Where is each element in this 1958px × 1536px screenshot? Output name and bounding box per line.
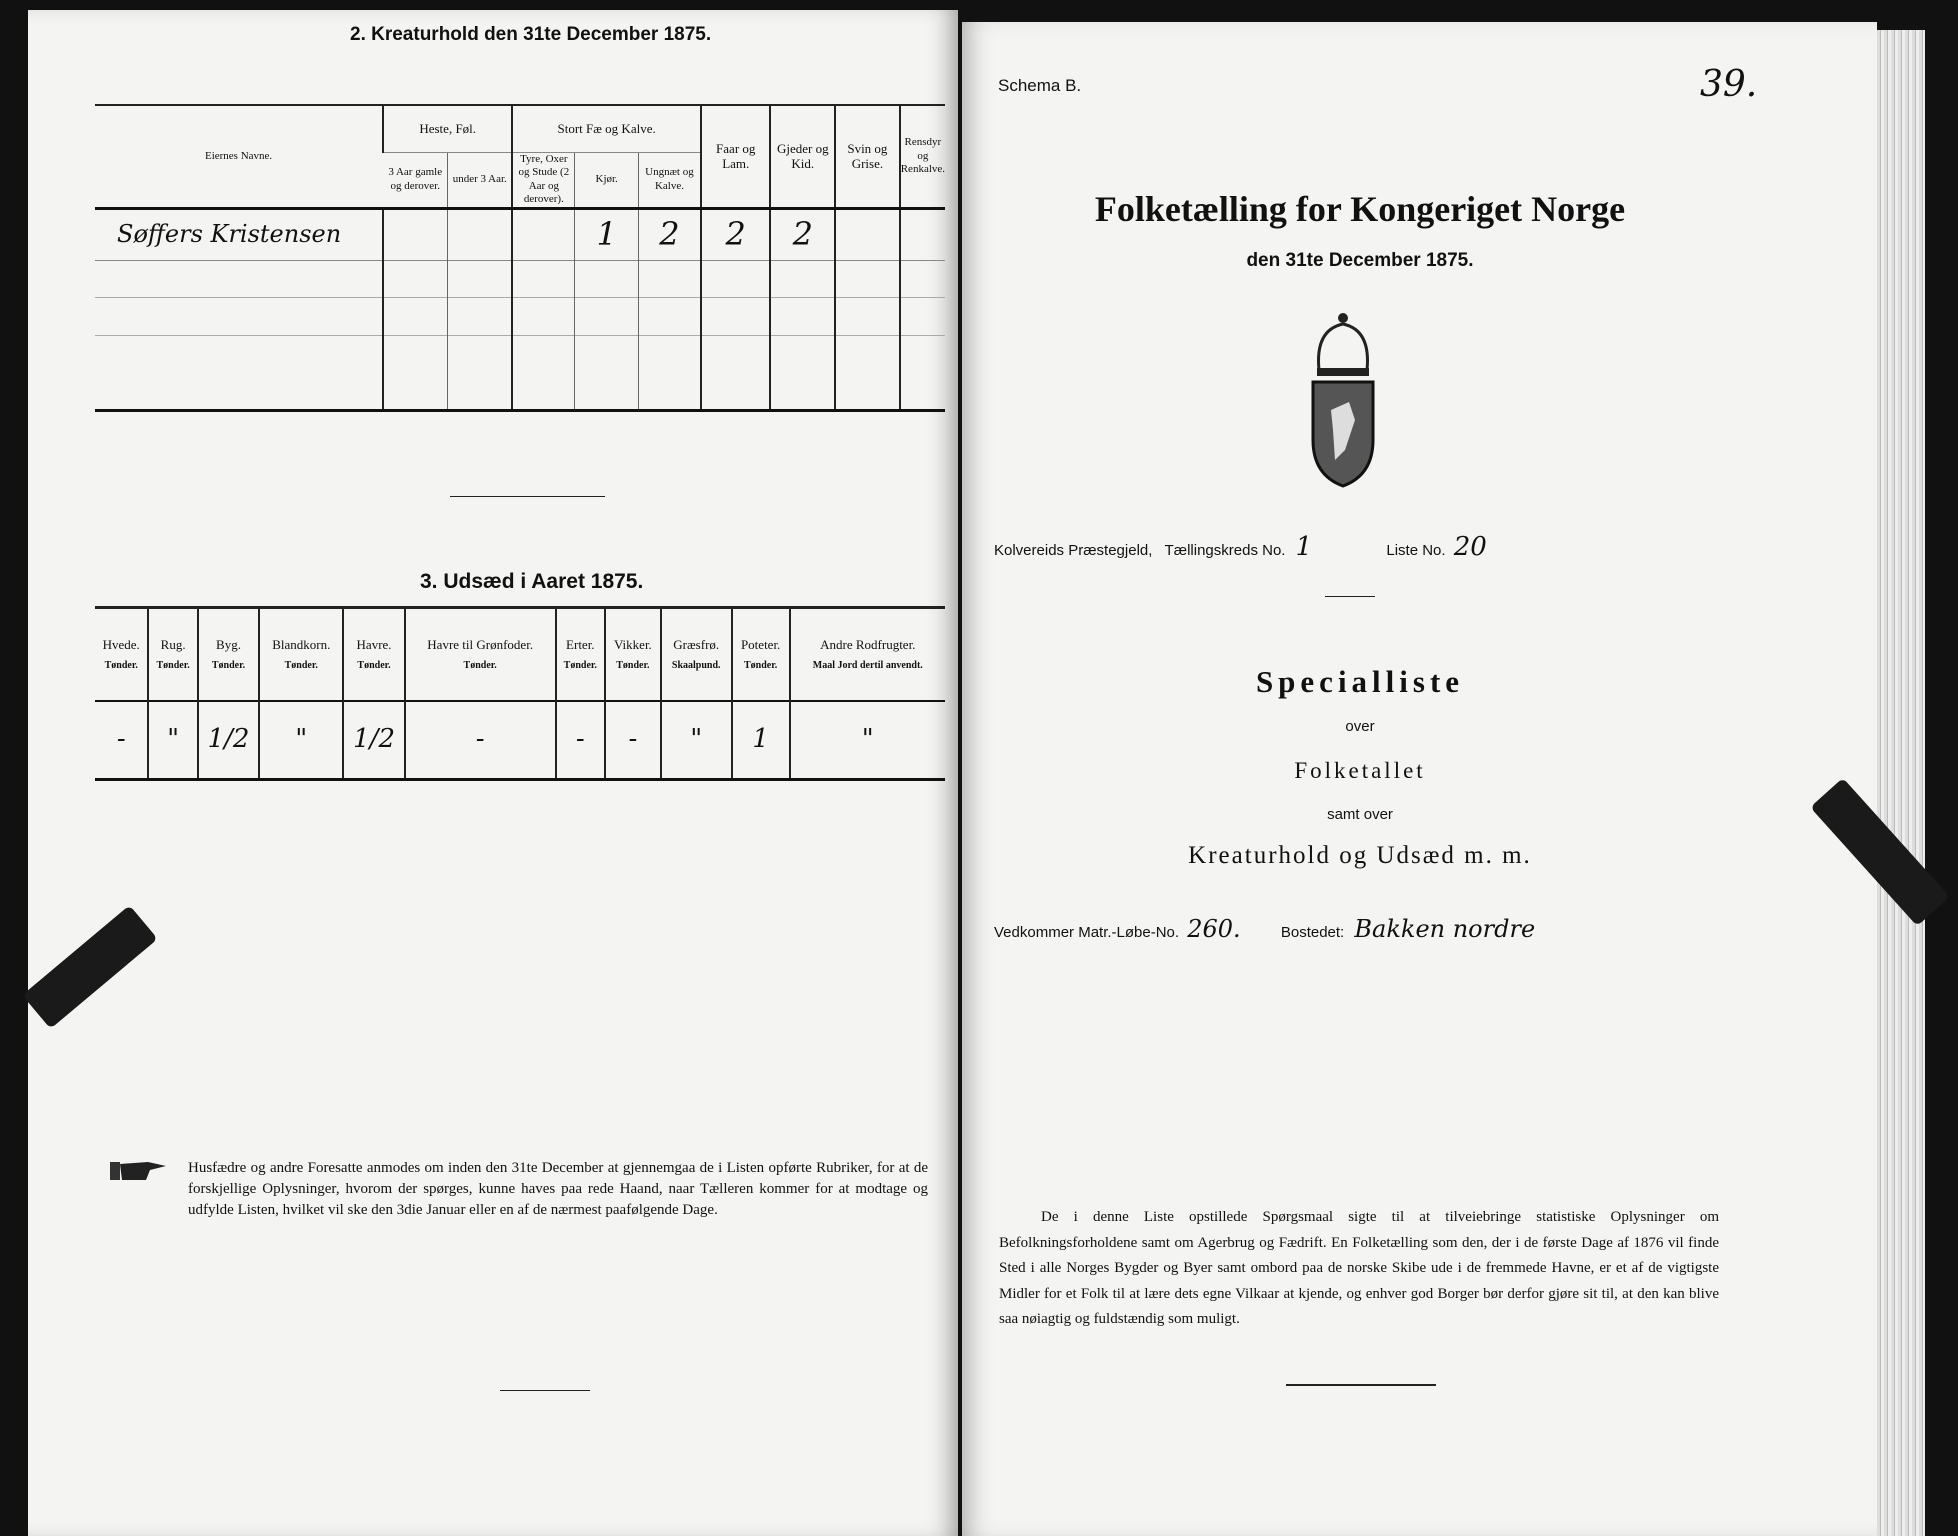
- seed-unit: Tønder.: [156, 660, 190, 672]
- seed-value: 1: [732, 701, 790, 780]
- seed-crop-name: Andre Rodfrugter.: [820, 636, 916, 652]
- parish-label: Kolvereids Præstegjeld,: [994, 542, 1153, 559]
- group-header: Heste, Føl.: [383, 106, 512, 152]
- seed-unit: Tønder.: [463, 660, 497, 672]
- cell: [835, 208, 900, 260]
- seed-unit: Tønder.: [104, 660, 138, 672]
- divider: [500, 1390, 590, 1391]
- column-header: Gjeder og Kid.: [770, 106, 835, 208]
- seed-table: [95, 609, 945, 781]
- section3-title: 3. Udsæd i Aaret 1875.: [420, 570, 644, 593]
- cell: [900, 208, 945, 260]
- location-line: [994, 532, 1487, 562]
- notice-text: Husfædre og andre Foresatte anmodes om inden den 31te December at gjennemgaa de i Listen opførte Rubriker, for at de forskjellige Oplysninger, hvorom der spørges, kunne haves paa rede Haand, naar Tælleren kommer for at modtage og udfylde Listen, hvilket vil ske den 3die Januar eller en af de nærmest paafølgende Dage.: [188, 1160, 928, 1218]
- samt-over-text: samt over: [1327, 806, 1393, 823]
- bosted-value: Bakken nordre: [1354, 915, 1536, 943]
- column-header: Kjør.: [575, 152, 638, 208]
- seed-value: -: [556, 701, 605, 780]
- divider: [1286, 1384, 1436, 1386]
- column-header: Tyre, Oxer og Stude (2 Aar og derover).: [512, 152, 575, 208]
- list-label: Liste No.: [1386, 542, 1446, 559]
- seed-value: 1/2: [198, 701, 259, 780]
- seed-column-header: [732, 609, 790, 701]
- matr-number: 260.: [1187, 915, 1241, 943]
- specialliste-heading: Specialliste: [1255, 664, 1465, 699]
- seed-crop-name: Vikker.: [613, 636, 652, 652]
- seed-unit: Skaalpund.: [671, 660, 721, 672]
- seed-unit: Tønder.: [211, 660, 246, 672]
- column-header: Svin og Grise.: [835, 106, 900, 208]
- bosted-label: Bostedet:: [1280, 924, 1345, 941]
- folketallet-text: Folketallet: [1294, 758, 1426, 783]
- seed-column-header: [343, 609, 404, 701]
- seed-unit: Tønder.: [357, 660, 391, 672]
- pointing-hand-icon: [108, 1158, 168, 1184]
- owner-header: Eiernes Navne.: [204, 149, 273, 162]
- seed-column-header: [405, 609, 556, 701]
- seed-unit: Tønder.: [744, 660, 778, 672]
- seed-value: ": [661, 701, 732, 780]
- seed-crop-name: Havre til Grønfoder.: [427, 636, 534, 652]
- cell: 2: [770, 208, 835, 260]
- matr-label: Vedkommer Matr.-Løbe-No.: [994, 924, 1180, 941]
- table-row: [95, 701, 945, 780]
- cell: 2: [638, 208, 701, 260]
- column-header: Rensdyr og Renkalve.: [900, 106, 945, 208]
- property-line: [994, 915, 1535, 943]
- seed-crop-name: Græsfrø.: [673, 636, 720, 652]
- seed-crop-name: Erter.: [566, 636, 595, 652]
- district-number: 1: [1295, 532, 1313, 562]
- cell: [448, 208, 512, 260]
- seed-crop-name: Poteter.: [740, 636, 781, 652]
- page-stack-edge: [1877, 30, 1925, 1536]
- coat-of-arms-icon: [1305, 310, 1381, 490]
- seed-crop-name: Rug.: [160, 636, 186, 652]
- divider: [450, 496, 605, 497]
- seed-value: -: [605, 701, 661, 780]
- livestock-table: [95, 106, 945, 412]
- cell: 1: [575, 208, 638, 260]
- seed-column-header: [556, 609, 605, 701]
- cell: [383, 208, 448, 260]
- seed-crop-name: Byg.: [216, 636, 241, 652]
- section2-title: 2. Kreaturhold den 31te December 1875.: [350, 24, 712, 45]
- seed-value: ": [790, 701, 945, 780]
- seed-column-header: [605, 609, 661, 701]
- seed-column-header: [661, 609, 732, 701]
- table-row: [95, 208, 945, 260]
- seed-value: -: [116, 724, 126, 755]
- info-paragraph: De i denne Liste opstillede Spørgsmaal sigte til at tilveiebringe statistiske Oplysninger om Befolkningsforholdene samt om Agerbrug og Fædrift. En Folketælling som den, der i de første Dage af 1876 vil finde Sted i alle Norges Bygder og Byer samt ombord paa de norske Skibe ude i de fremmede Havne, er et af de vigtigste Midler for et Folk til at lære dets egne Vilkaar at kjende, og enhver god Borger bør derfor gjøre sit til, at den kan blive saa nøiagtig og fuldstændig som muligt.: [999, 1209, 1719, 1327]
- seed-column-header: [198, 609, 259, 701]
- seed-crop-name: Blandkorn.: [272, 636, 331, 652]
- column-header: Faar og Lam.: [701, 106, 770, 208]
- main-title: Folketælling for Kongeriget Norge: [1094, 189, 1626, 229]
- cell: [512, 208, 575, 260]
- seed-column-header: [95, 609, 148, 701]
- group-header: Stort Fæ og Kalve.: [512, 106, 701, 152]
- district-label: Tællingskreds No.: [1164, 542, 1286, 559]
- seed-unit: Tønder.: [563, 660, 597, 672]
- column-header: Ungnæt og Kalve.: [638, 152, 701, 208]
- seed-value: 1/2: [343, 701, 404, 780]
- column-header: 3 Aar gamle og derover.: [383, 152, 448, 208]
- schema-label: Schema B.: [998, 76, 1082, 95]
- owner-name: Søffers Kristensen: [117, 220, 342, 249]
- seed-unit: Tønder.: [284, 660, 318, 672]
- list-number: 20: [1453, 532, 1487, 562]
- seed-unit: Maal Jord dertil anvendt.: [812, 660, 923, 672]
- seed-unit: Tønder.: [616, 660, 650, 672]
- seed-column-header: [148, 609, 197, 701]
- column-header: under 3 Aar.: [448, 152, 512, 208]
- seed-column-header: [259, 609, 343, 701]
- seed-crop-name: Havre.: [356, 636, 392, 652]
- seed-value: -: [405, 701, 556, 780]
- seed-column-header: [790, 609, 945, 701]
- subtitle: Kreaturhold og Udsæd m. m.: [1188, 842, 1532, 869]
- seed-value: ": [148, 701, 197, 780]
- page-number: 39.: [1700, 64, 1758, 105]
- seed-value: ": [259, 701, 343, 780]
- over-text: over: [1345, 718, 1375, 735]
- cell: 2: [701, 208, 770, 260]
- date-line: den 31te December 1875.: [1246, 250, 1474, 271]
- seed-crop-name: Hvede.: [102, 636, 140, 652]
